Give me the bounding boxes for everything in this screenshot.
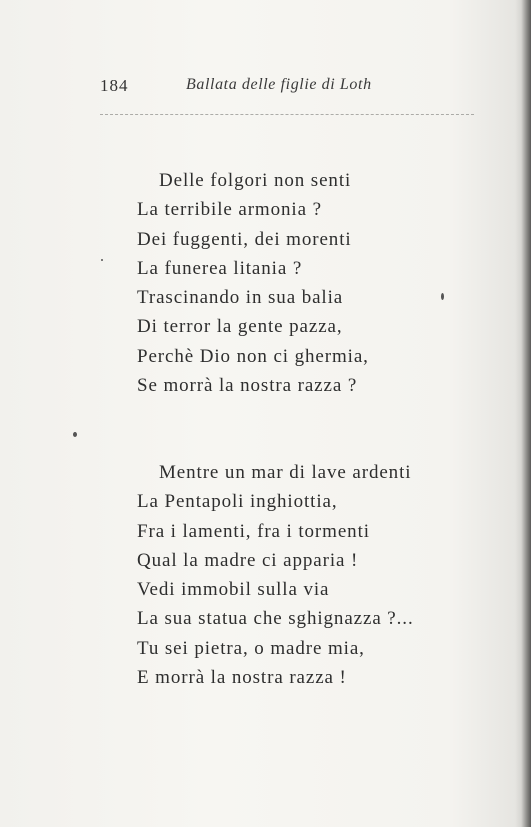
verse-line: Qual la madre ci apparia ! bbox=[137, 549, 359, 571]
verse-line: Delle folgori non senti bbox=[159, 170, 352, 191]
running-title: Ballata delle figlie di Loth bbox=[186, 76, 372, 93]
verse-line: La funerea litania ? bbox=[137, 257, 303, 279]
ink-speck bbox=[101, 259, 103, 261]
verse-line: E morrà la nostra razza ! bbox=[137, 667, 347, 689]
verse-line: La terribile armonia ? bbox=[137, 199, 322, 221]
page-number: 184 bbox=[100, 76, 129, 95]
verse-line: Mentre un mar di lave ardenti bbox=[159, 462, 412, 483]
stanza-2 bbox=[137, 458, 414, 692]
verse-line: Tu sei pietra, o madre mia, bbox=[137, 637, 365, 659]
verse-line: Trascinando in sua balia bbox=[137, 287, 344, 309]
ink-speck bbox=[73, 432, 77, 437]
verse-line: La sua statua che sghignazza ?... bbox=[137, 608, 414, 630]
verse-line: Dei fuggenti, dei morenti bbox=[137, 228, 352, 250]
header-rule bbox=[100, 114, 474, 115]
verse-line: La Pentapoli inghiottia, bbox=[137, 491, 338, 513]
verse-line: Se morrà la nostra razza ? bbox=[137, 375, 358, 397]
stanza-1 bbox=[137, 166, 369, 400]
running-head bbox=[100, 76, 400, 100]
verse-line: Vedi immobil sulla via bbox=[137, 579, 330, 601]
verse-line: Di terror la gente pazza, bbox=[137, 316, 343, 338]
verse-line: Perchè Dio non ci ghermia, bbox=[137, 345, 369, 367]
verse-line: Fra i lamenti, fra i tormenti bbox=[137, 520, 370, 542]
page-edge-shadow bbox=[521, 0, 531, 827]
ink-speck bbox=[441, 293, 444, 300]
